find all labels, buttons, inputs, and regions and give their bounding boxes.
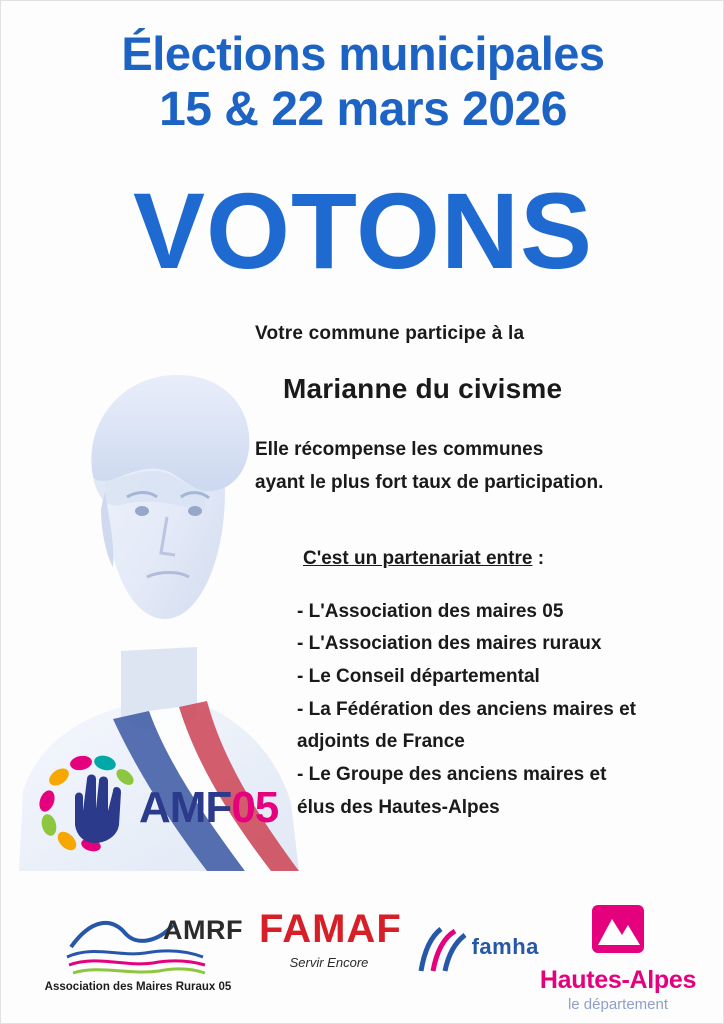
famha-wordmark: famha xyxy=(471,934,539,960)
reward-line-1: Elle récompense les communes xyxy=(255,439,544,460)
list-item-continuation: élus des Hautes-Alpes xyxy=(297,796,500,818)
amf05-wordmark xyxy=(139,783,278,833)
partnership-intro xyxy=(249,548,709,570)
list-item: - La Fédération des anciens maires et xyxy=(297,698,636,720)
hautes-alpes-mountain-icon xyxy=(590,903,646,957)
list-item: - L'Association des maires 05 xyxy=(297,600,564,622)
partners-list xyxy=(249,596,709,825)
text-column xyxy=(249,323,709,824)
amrf-caption: Association des Maires Ruraux 05 xyxy=(44,981,232,993)
logo-famaf xyxy=(259,907,402,970)
list-item: - L'Association des maires ruraux xyxy=(297,633,602,655)
amf05-logo xyxy=(29,749,309,859)
famaf-caption: Servir Encore xyxy=(289,955,369,970)
logo-famha xyxy=(405,927,545,973)
amf-number: 05 xyxy=(231,783,279,832)
slogan-votons: VOTONS xyxy=(132,170,594,291)
reward-description xyxy=(249,433,709,500)
famha-ribbon-icon xyxy=(411,927,467,973)
list-item-continuation: adjoints de France xyxy=(297,731,465,753)
amrf-wordmark: AMRF xyxy=(163,915,243,945)
list-item: - Le Groupe des anciens maires et xyxy=(297,763,607,785)
partnership-intro-colon: : xyxy=(532,547,545,569)
list-item: - Le Conseil départemental xyxy=(297,665,540,687)
logo-amrf xyxy=(23,907,253,993)
partnership-intro-text: C'est un partenariat entre xyxy=(303,547,533,569)
amf-text: AMF xyxy=(139,783,232,832)
participation-line: Votre commune participe à la xyxy=(255,323,525,344)
logo-hautes-alpes xyxy=(525,903,711,1013)
hautes-alpes-wordmark: Hautes-Alpes xyxy=(539,966,697,994)
famaf-wordmark: FAMAF xyxy=(259,907,402,951)
headline-block xyxy=(1,27,724,137)
headline-line-1: Élections municipales xyxy=(121,27,605,80)
footer-logo-strip xyxy=(1,901,724,1011)
reward-line-2: ayant le plus fort taux de participation. xyxy=(255,472,604,494)
headline-line-2: 15 & 22 mars 2026 xyxy=(159,82,567,136)
award-name: Marianne du civisme xyxy=(283,373,563,404)
hautes-alpes-caption: le département xyxy=(567,996,669,1013)
